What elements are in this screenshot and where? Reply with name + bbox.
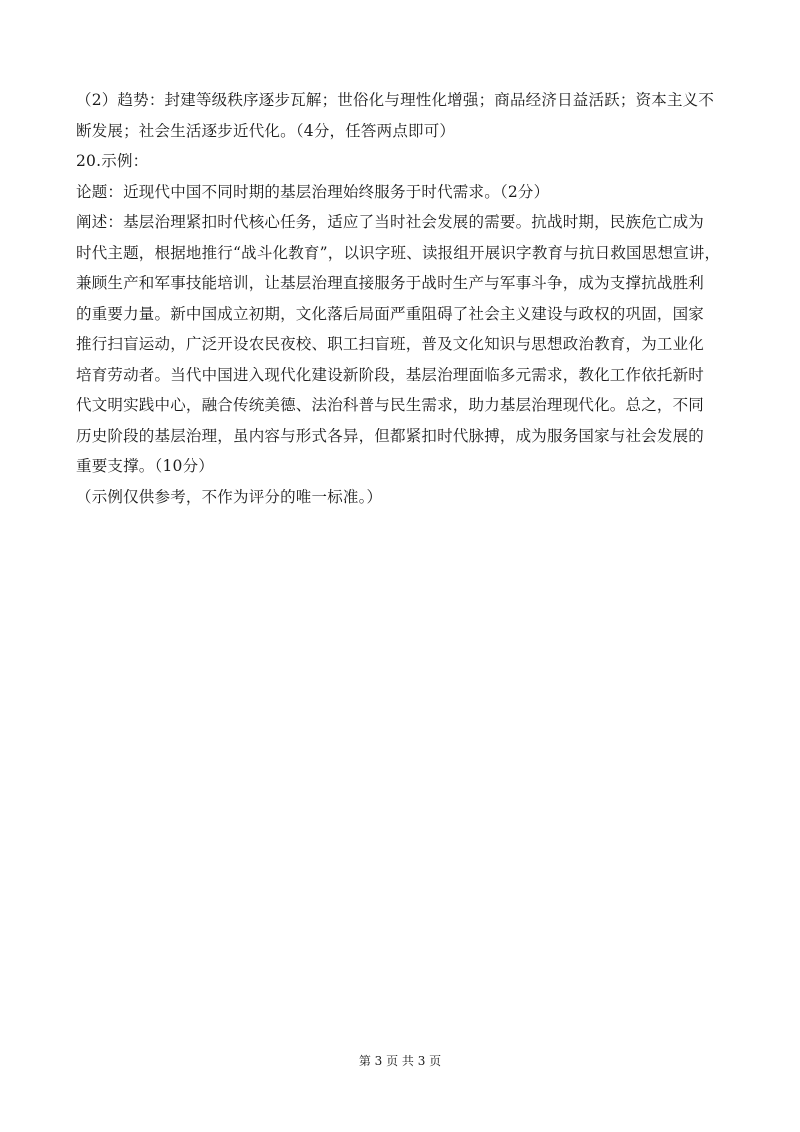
text-line: 重要支撑。（10分）	[76, 457, 214, 475]
page-number: 第 3 页 共 3 页	[358, 1054, 442, 1068]
text-line: 培育劳动者。当代中国进入现代化建设新阶段，基层治理面临多元需求，教化工作依托新时	[76, 365, 705, 384]
text-line: 兼顾生产和军事技能培训，让基层治理直接服务于战时生产与军事斗争，成为支撑抗战胜利	[76, 274, 705, 292]
text-line: 代文明实践中心，融合传统美德、法治科普与民生需求，助力基层治理现代化。总之，不同	[76, 396, 705, 414]
text-line: 阐述：基层治理紧扣时代核心任务，适应了当时社会发展的需要。抗战时期，民族危亡成为	[76, 213, 705, 231]
question-number: 20.示例：	[76, 152, 149, 170]
text-line: 历史阶段的基层治理，虽内容与形式各异，但都紧扣时代脉搏，成为服务国家与社会发展的	[76, 426, 705, 445]
note-line: （示例仅供参考，不作为评分的唯一标准。）	[76, 487, 383, 506]
text-line: （2）趋势：封建等级秩序逐步瓦解；世俗化与理性化增强；商品经济日益活跃；资本主义不	[76, 91, 715, 109]
thesis-line: 论题：近现代中国不同时期的基层治理始终服务于时代需求。（2分）	[76, 182, 550, 201]
answer-text-block	[76, 85, 724, 512]
text-line: 时代主题，根据地推行“战斗化教育”，以识字班、读报组开展识字教育与抗日救国思想宣讲，	[76, 243, 721, 262]
text-line: 断发展；社会生活逐步近代化。（4分，任答两点即可）	[76, 121, 456, 140]
text-line: 的重要力量。新中国成立初期，文化落后局面严重阻碍了社会主义建设与政权的巩固，国家	[76, 304, 705, 323]
text-line: 推行扫盲运动，广泛开设农民夜校、职工扫盲班，普及文化知识与思想政治教育，为工业化	[76, 335, 705, 353]
